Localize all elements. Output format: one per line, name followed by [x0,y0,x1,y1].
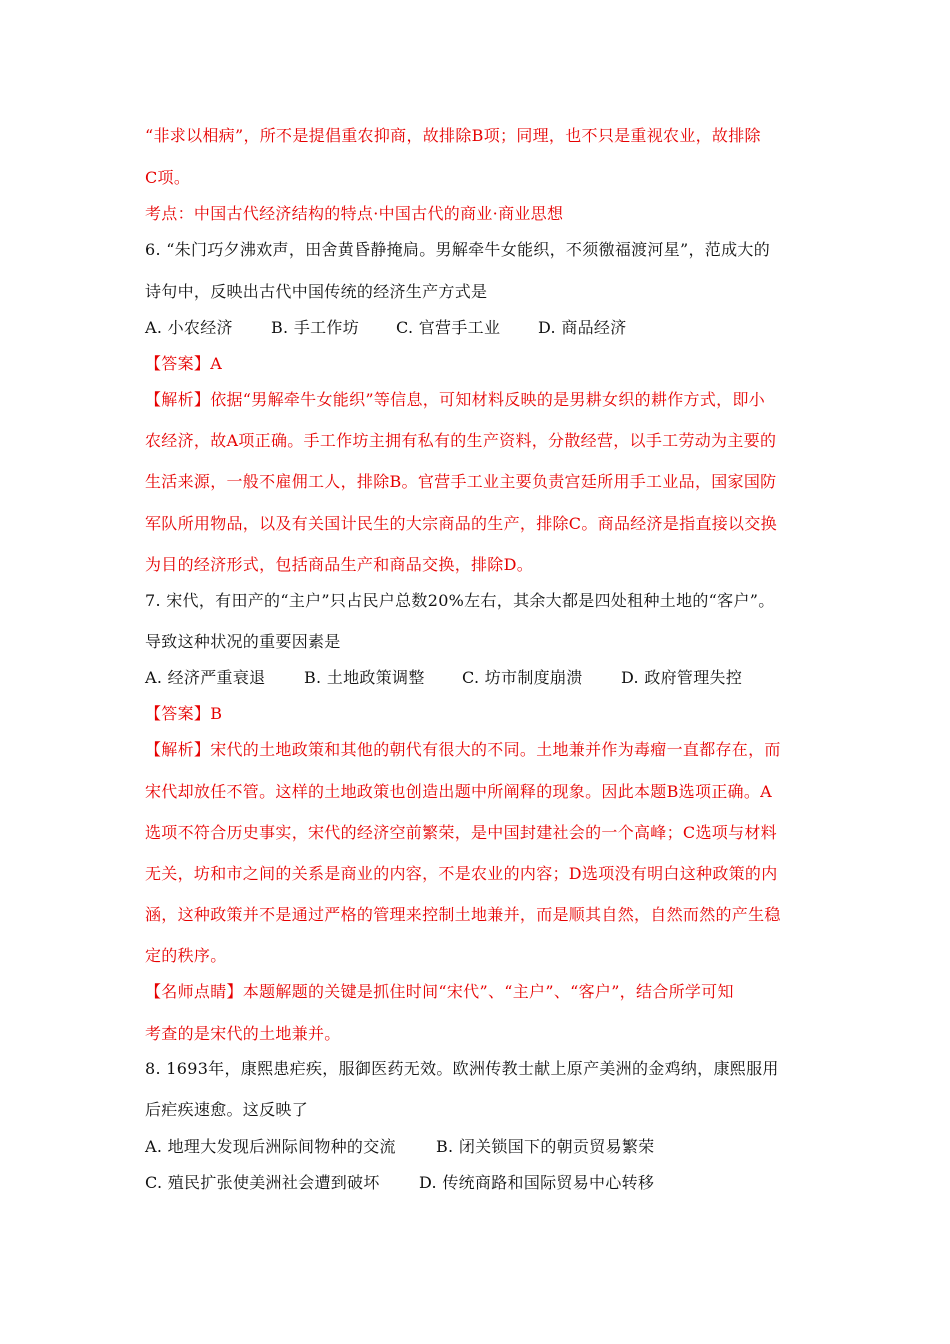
q6-analysis-line-5: 为目的经济形式，包括商品生产和商品交换，排除D。 [145,555,534,574]
q6-stem-line-2: 诗句中，反映出古代中国传统的经济生产方式是 [145,282,488,301]
q8-option-b: B. 闭关锁国下的朝贡贸易繁荣 [436,1137,655,1156]
q6-option-b: B. 手工作坊 [271,318,360,337]
q6-option-a: A. 小农经济 [145,318,233,337]
q7-stem-line-2: 导致这种状况的重要因素是 [145,632,341,651]
q7-tip-line-1: 【名师点睛】本题解题的关键是抓住时间“宋代”、“主户”、“客户”，结合所学可知 [145,982,734,1001]
q6-option-c: C. 官营手工业 [396,318,501,337]
q8-option-d: D. 传统商路和国际贸易中心转移 [419,1173,655,1192]
q8-option-a: A. 地理大发现后洲际间物种的交流 [145,1137,396,1156]
q6-option-d: D. 商品经济 [538,318,627,337]
q7-tip-line-2: 考查的是宋代的土地兼并。 [145,1024,341,1043]
prev-kaodian: 考点：中国古代经济结构的特点·中国古代的商业·商业思想 [145,204,564,223]
q8-option-c: C. 殖民扩张使美洲社会遭到破坏 [145,1173,380,1192]
prev-analysis-line-1: “非求以相病”，所不是提倡重农抑商，故排除B项；同理，也不只是重视农业，故排除 [145,126,761,145]
q8-stem-line-1: 8. 1693年，康熙患疟疾，服御医药无效。欧洲传教士献上原产美洲的金鸡纳，康熙服用 [145,1059,779,1078]
q8-stem-line-2: 后疟疾速愈。这反映了 [145,1100,309,1119]
q7-analysis-line-5: 涵，这种政策并不是通过严格的管理来控制土地兼并，而是顺其自然，自然而然的产生稳 [145,905,781,924]
q7-option-b: B. 土地政策调整 [304,668,425,687]
q7-option-d: D. 政府管理失控 [621,668,743,687]
q6-stem-line-1: 6. “朱门巧夕沸欢声，田舍黄昏静掩扃。男解牵牛女能织，不须徼福渡河星”，范成大的 [145,240,771,259]
q6-analysis-line-3: 生活来源，一般不雇佣工人，排除B。官营手工业主要负责宫廷所用手工业品，国家国防 [145,472,777,491]
q7-analysis-line-3: 选项不符合历史事实，宋代的经济空前繁荣，是中国封建社会的一个高峰；C选项与材料 [145,823,777,842]
q7-answer: 【答案】B [145,704,223,723]
q6-analysis-line-4: 军队所用物品，以及有关国计民生的大宗商品的生产，排除C。商品经济是指直接以交换 [145,514,777,533]
q6-answer: 【答案】A [145,354,223,373]
q7-analysis-line-1: 【解析】宋代的土地政策和其他的朝代有很大的不同。土地兼并作为毒瘤一直都存在，而 [145,740,781,759]
q7-option-c: C. 坊市制度崩溃 [462,668,583,687]
q7-analysis-line-2: 宋代却放任不管。这样的土地政策也创造出题中所阐释的现象。因此本题B选项正确。A [145,782,773,801]
q7-analysis-line-4: 无关，坊和市之间的关系是商业的内容，不是农业的内容；D选项没有明白这种政策的内 [145,864,778,883]
q7-option-a: A. 经济严重衰退 [145,668,266,687]
q6-analysis-line-1: 【解析】依据“男解牵牛女能织”等信息，可知材料反映的是男耕女织的耕作方式，即小 [145,390,766,409]
q6-analysis-line-2: 农经济，故A项正确。手工作坊主拥有私有的生产资料，分散经营，以手工劳动为主要的 [145,431,777,450]
prev-analysis-line-2: C项。 [145,168,191,187]
q7-stem-line-1: 7. 宋代，有田产的“主户”只占民户总数20%左右，其余大都是四处租种土地的“客户”。 [145,591,775,610]
q7-analysis-line-6: 定的秩序。 [145,946,227,965]
